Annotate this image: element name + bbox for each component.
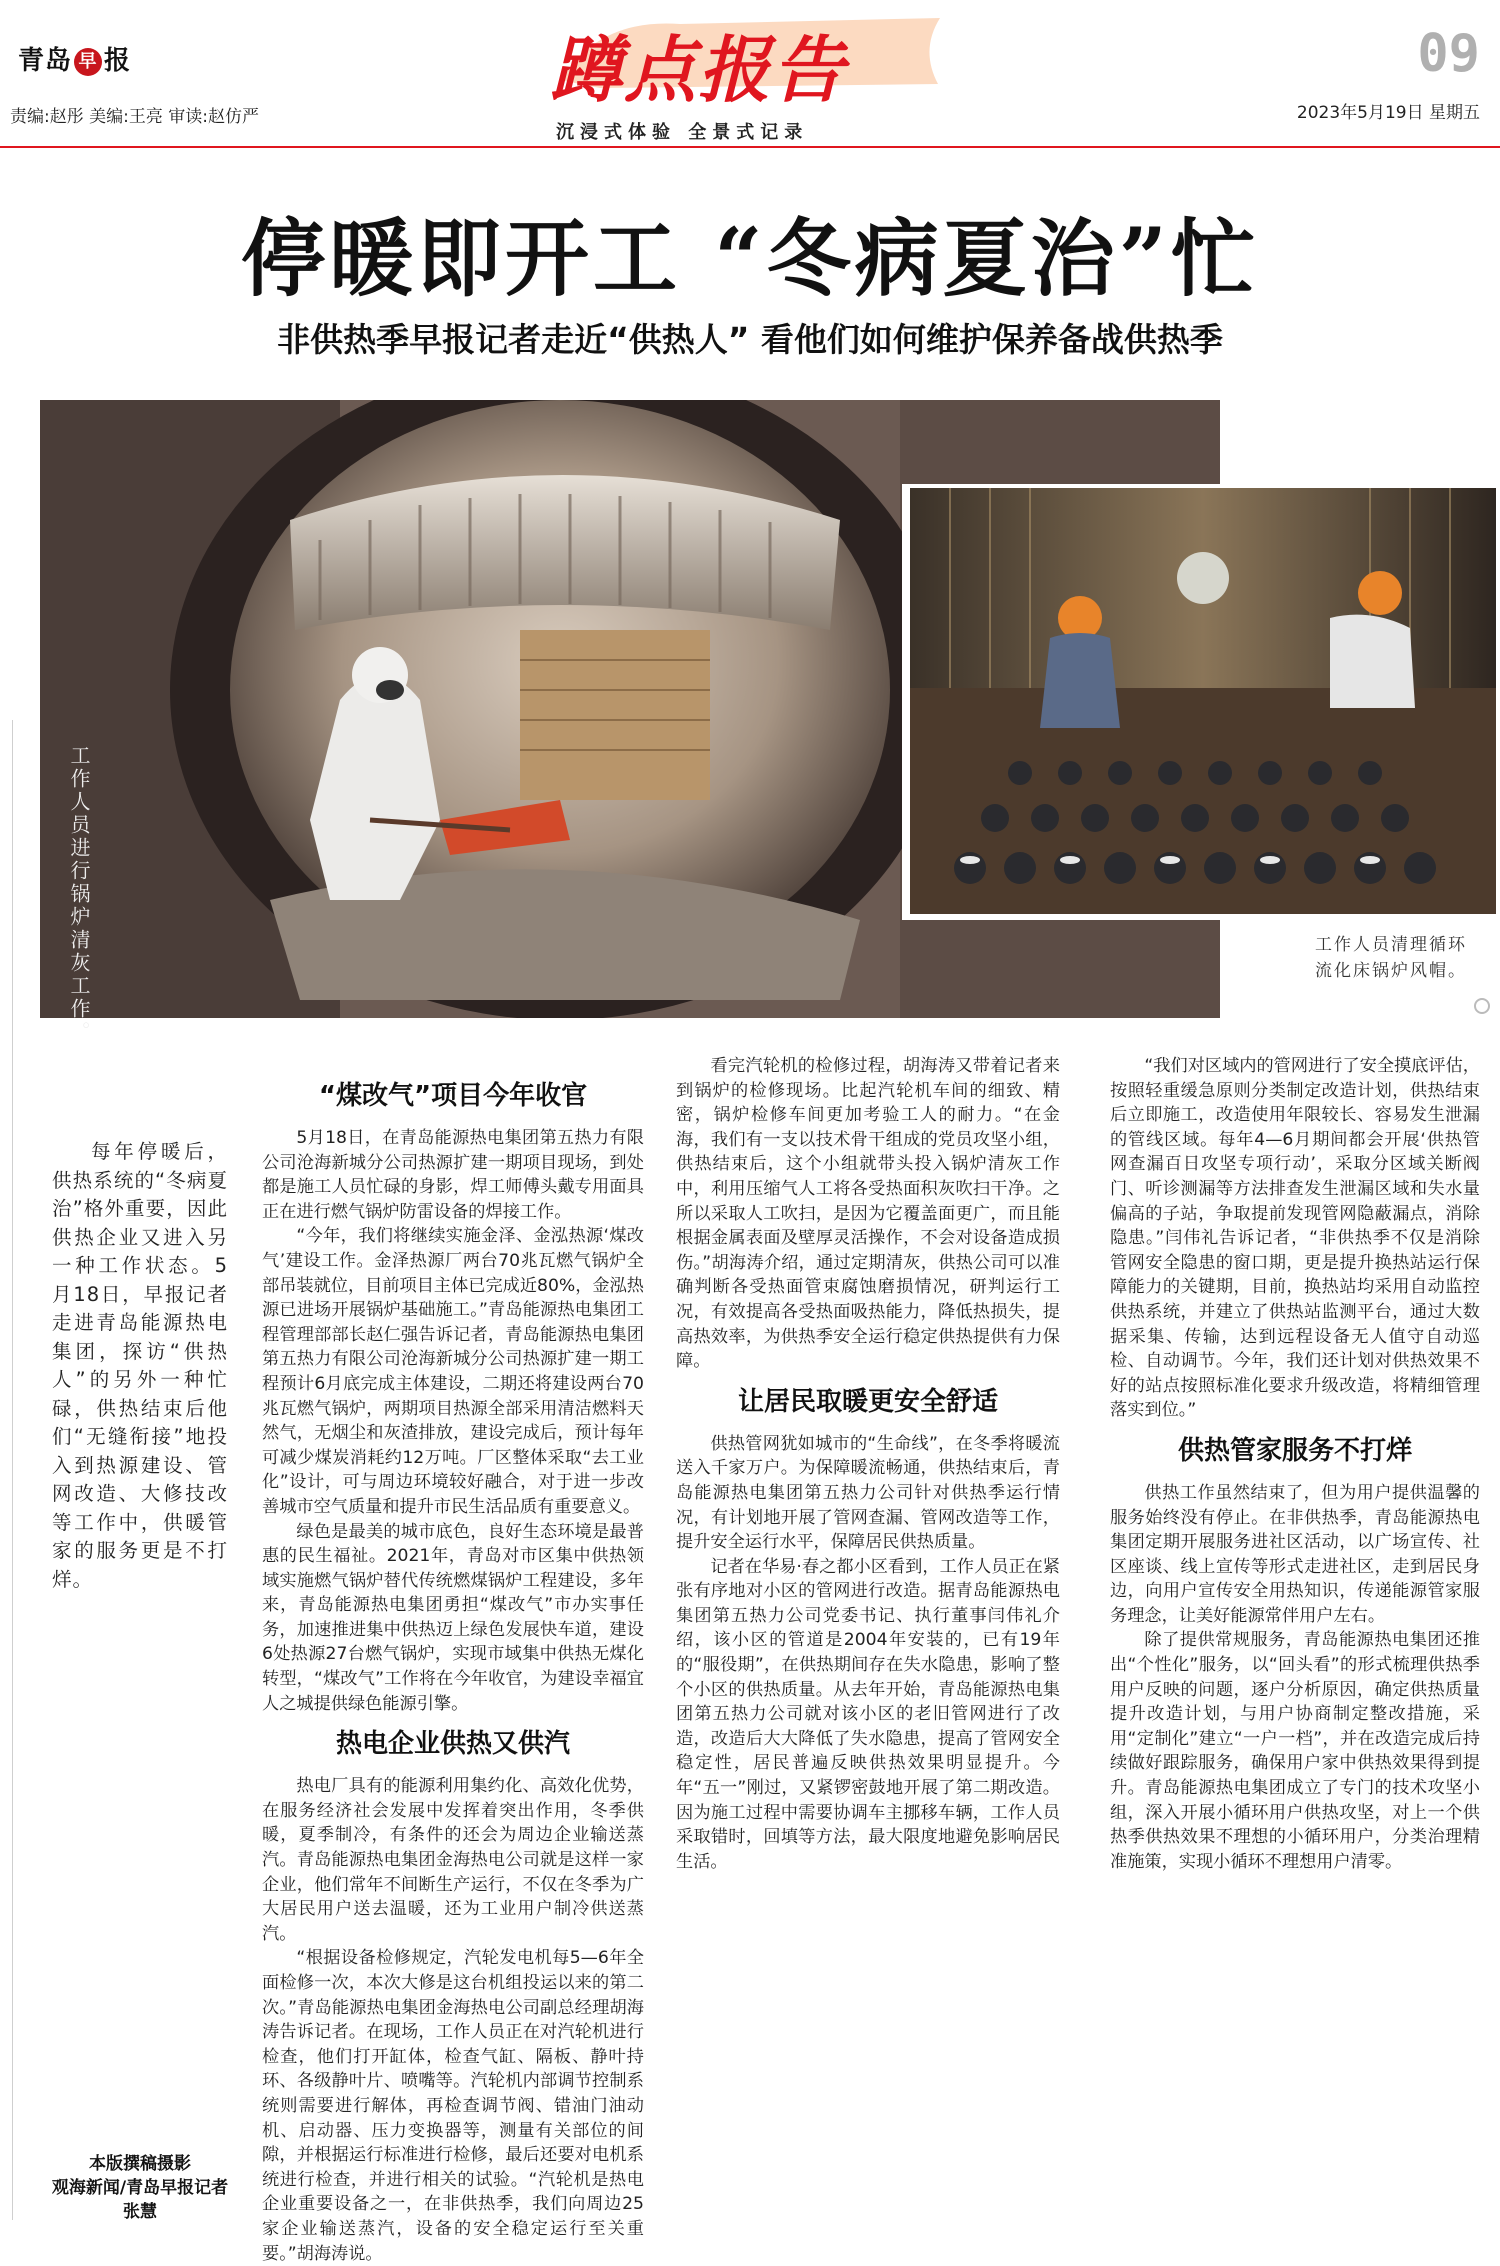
article-paragraph: 供热工作虽然结束了，但为用户提供温馨的服务始终没有停止。在非供热季，青岛能源热电集团定期开展服务进社区活动，以广场宣传、社区座谈、线上宣传等形式走进社区，走到居民身边，向用户宣传安全用热知识，传递能源管家服务理念，让美好能源常伴用户左右。 xyxy=(1110,1482,1480,1626)
article-paragraph: 记者在华易·春之都小区看到，工作人员正在紧张有序地对小区的管网进行改造。据青岛能源热电集团第五热力公司党委书记、执行董事闫伟礼介绍，该小区的管道是2004年安装的，已有19年的“服役期”，在供热期间存在失水隐患，影响了整个小区的供热质量。从去年开始，青岛能源热电集团第五热力公司就对该小区的老旧管网进行了改造，改造后大大降低了失水隐患，提高了管网安全稳定性，居民普遍反映供热效果明显提升。今年“五一”刚过，又紧锣密鼓地开展了第二期改造。因为施工过程中需要协调车主挪移车辆，工作人员采取错时，回填等方法，最大限度地避免影响居民生活。 xyxy=(676,1556,1060,1872)
section-heading-coal-to-gas: “煤改气”项目今年收官 xyxy=(318,1081,588,1111)
decorative-circle xyxy=(1474,998,1490,1014)
column-title: 蹲点报告 xyxy=(550,27,847,112)
article-paragraph: “今年，我们将继续实施金泽、金泓热源‘煤改气’建设工作。金泽热源厂两台70兆瓦燃气锅炉全部吊装就位，目前项目主体已完成近80%，金泓热源已进场开展锅炉基础施工。”青岛能源热电集团工程管理部部长赵仁强告诉记者，青岛能源热电集团第五热力有限公司沧海新城分公司热源扩建一期工程预计6月底完成主体建设，二期还将建设两台70兆瓦燃气锅炉，两期项目热源全部采用清洁燃料天然气，无烟尘和灰渣排放，建设完成后，预计每年可减少煤炭消耗约12万吨。厂区整体采取“去工业化”设计，可与周边环境较好融合，对于进一步改善城市空气质量和提升市民生活品质有重要意义。 xyxy=(262,1226,644,1517)
headline: 停暖即开工 “冬病夏治”忙 xyxy=(241,209,1259,308)
masthead-left: 青岛 xyxy=(18,46,73,76)
article-paragraph: 绿色是最美的城市底色，良好生态环境是最普惠的民生福祉。2021年，青岛对市区集中供热领域实施燃气锅炉替代传统燃煤锅炉工程建设，多年来，青岛能源热电集团勇担“煤改气”市办实事任务，加速推进集中供热迈上绿色发展快车道，建设6处热源27台燃气锅炉，实现市域集中供热无煤化转型，“煤改气”工作将在今年收官，为建设幸福宜人之城提供绿色能源引擎。 xyxy=(262,1521,644,1714)
article-column-1 xyxy=(262,1068,644,2266)
page-number: 09 xyxy=(1417,24,1480,84)
byline xyxy=(20,2152,260,2224)
column-subtitle: 沉浸式体验 全景式记录 xyxy=(556,122,809,143)
masthead-right: 报 xyxy=(104,46,132,76)
newspaper-masthead xyxy=(18,40,131,77)
intro-column xyxy=(52,1138,228,1594)
article-paragraph: 看完汽轮机的检修过程，胡海涛又带着记者来到锅炉的检修现场。比起汽轮机车间的细致、精密，锅炉检修车间更加考验工人的耐力。“在金海，我们有一支以技术骨干组成的党员攻坚小组，供热结束后，这个小组就带头投入锅炉清灰工作中，利用压缩气人工将各受热面积灰吹扫干净。之所以采取人工吹扫，是因为它覆盖面更广，而且能根据金属表面及壁厚灵活操作，不会对设备造成损伤。”胡海涛介绍，通过定期清灰，供热公司可以准确判断各受热面管束腐蚀磨损情况，研判运行工况，有效提高各受热面吸热能力，降低热损失，提高热效率，为供热季安全运行稳定供热提供有力保障。 xyxy=(676,1056,1060,1372)
byline-line2: 观海新闻/青岛早报记者 xyxy=(51,2178,229,2198)
masthead-mark: 早 xyxy=(74,48,102,76)
article-paragraph: 除了提供常规服务，青岛能源热电集团还推出“个性化”服务，以“回头看”的形式梳理供热季用户反映的问题，逐户分析原因，确定供热质量提升改造计划，与用户协商制定整改措施，采用“定制化”建立“一户一档”，并在改造完成后持续做好跟踪服务，确保用户家中供热效果得到提升。青岛能源热电集团成立了专门的技术攻坚小组，深入开展小循环用户供热攻坚，对上一个供热季供热效果不理想的小循环用户，分类治理精准施策，实现小循环不理想用户清零。 xyxy=(1110,1630,1480,1872)
byline-line1: 本版撰稿摄影 xyxy=(89,2154,191,2174)
section-heading-safer-heating: 让居民取暖更安全舒适 xyxy=(737,1386,998,1417)
photo2-caption: 工作人员清理循环流化床锅炉风帽。 xyxy=(1315,935,1467,981)
editor-credits: 责编:赵彤 美编:王亮 审读:赵仿严 xyxy=(10,107,259,127)
article-paragraph: 供热管网犹如城市的“生命线”，在冬季将暖流送入千家万户。为保障暖流畅通，供热结束后，青岛能源热电集团第五热力公司针对供热季运行情况，有计划地开展了管网查漏、管网改造等工作，提升安全运行水平，保障居民供热质量。 xyxy=(676,1433,1060,1553)
article-column-3 xyxy=(1110,1054,1480,1874)
section-heading-heat-and-steam: 热电企业供热又供汽 xyxy=(335,1729,570,1760)
page-side-rule xyxy=(12,720,13,2220)
article-paragraph: 热电厂具有的能源利用集约化、高效化优势，在服务经济社会发展中发挥着突出作用，冬季供暖，夏季制冷，有条件的还会为周边企业输送蒸汽。青岛能源热电集团金海热电公司就是这样一家企业，他们常年不间断生产运行，不仅在冬季为广大居民用户送去温暖，还为工业用户制冷供送蒸汽。 xyxy=(262,1776,644,1944)
article-paragraph: “根据设备检修规定，汽轮发电机每5—6年全面检修一次，本次大修是这台机组投运以来的第二次。”青岛能源热电集团金海热电公司副总经理胡海涛告诉记者。在现场，工作人员正在对汽轮机进行检查，他们打开缸体，检查气缸、隔板、静叶持环、各级静叶片、喷嘴等。汽轮机内部调节控制系统则需要进行解体，再检查调节阀、错油门油动机、启动器、压力变换器等，测量有关部位的间隙，并根据运行标准进行检修，最后还要对电机系统进行检查，并进行相关的试验。“汽轮机是热电企业重要设备之一，在非供热季，我们向周边25家企业输送蒸汽，设备的安全稳定运行至关重要。”胡海涛说。 xyxy=(262,1948,644,2264)
photo1-caption: 工作人员进行锅炉清灰工作。 xyxy=(67,745,91,1044)
byline-author: 张慧 xyxy=(123,2202,157,2222)
intro-paragraph: 每年停暖后，供热系统的“冬病夏治”格外重要，因此供热企业又进入另一种工作状态。5月18日，早报记者走进青岛能源热电集团，探访“供热人”的另外一种忙碌，供热结束后他们“无缝衔接”地投入到热源建设、管网改造、大修技改等工作中，供暖管家的服务更是不打烊。 xyxy=(52,1140,228,1591)
subheadline: 非供热季早报记者走近“供热人” 看他们如何维护保养备战供热季 xyxy=(277,320,1223,359)
section-heading-heating-steward: 供热管家服务不打烊 xyxy=(1177,1435,1412,1466)
boiler-cap-cleaning-photo xyxy=(910,488,1496,914)
article-paragraph: 5月18日，在青岛能源热电集团第五热力有限公司沧海新城分公司热源扩建一期项目现场，到处都是施工人员忙碌的身影，焊工师傅头戴专用面具正在进行燃气锅炉防雷设备的焊接工作。 xyxy=(262,1128,644,1222)
column-logo xyxy=(540,10,960,112)
article-paragraph: “我们对区域内的管网进行了安全摸底评估，按照轻重缓急原则分类制定改造计划，供热结束后立即施工，改造使用年限较长、容易发生泄漏的管线区域。每年4—6月期间都会开展‘供热管网查漏百日攻坚专项行动’，采取分区域关断阀门、听诊测漏等方法排查发生泄漏区域和失水量偏高的子站，争取提前发现管网隐蔽漏点，消除隐患。”闫伟礼告诉记者，“非供热季不仅是消除管网安全隐患的窗口期，更是提升换热站运行保障能力的关键期，目前，换热站均采用自动监控供热系统，并建立了供热站监测平台，通过大数据采集、传输，达到远程设备无人值守自动巡检、自动调节。今年，我们还计划对供热效果不好的站点按照标准化要求升级改造，将精细管理落实到位。” xyxy=(1110,1056,1480,1421)
issue-date: 2023年5月19日 星期五 xyxy=(1296,103,1480,123)
header-divider xyxy=(0,146,1500,148)
article-column-2 xyxy=(676,1054,1060,1874)
